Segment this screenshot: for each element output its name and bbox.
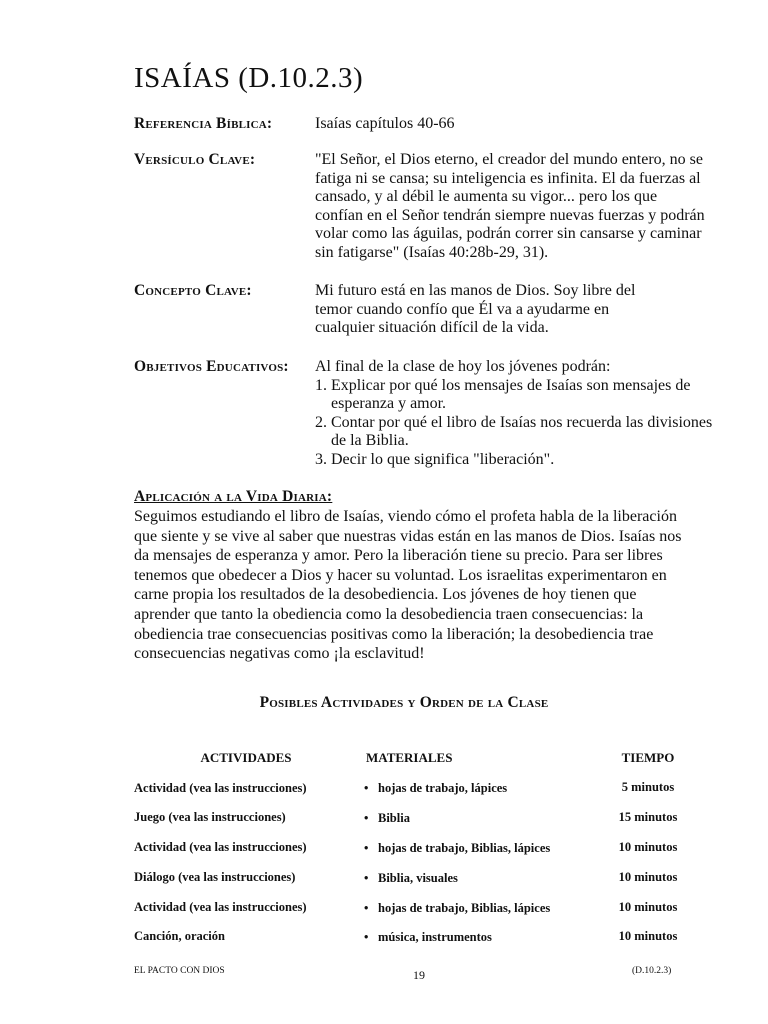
cell-actividad: Canción, oración	[134, 929, 225, 943]
cell-materiales: • hojas de trabajo, Biblias, lápices	[364, 841, 551, 855]
bullet-icon: •	[364, 871, 369, 885]
bullet-icon: •	[364, 930, 369, 944]
activities-title: Posibles Actividades y Orden de la Clase	[259, 694, 549, 711]
field-value	[315, 358, 715, 470]
column-header-actividades: ACTIVIDADES	[200, 750, 292, 765]
bullet-icon: •	[364, 811, 369, 825]
footer-right: (D.10.2.3)	[632, 966, 672, 976]
cell-tiempo: 5 minutos	[621, 780, 675, 794]
cell-materiales: • hojas de trabajo, Biblias, lápices	[364, 901, 551, 915]
field-value: Isaías capítulos 40-66	[315, 115, 455, 132]
cell-tiempo: 10 minutos	[618, 929, 678, 943]
bullet-icon: •	[364, 901, 369, 915]
cell-actividad: Actividad (vea las instrucciones)	[134, 840, 307, 854]
cell-materiales: • hojas de trabajo, lápices	[364, 781, 508, 795]
cell-tiempo: 15 minutos	[618, 810, 678, 824]
footer-left: EL PACTO CON DIOS	[134, 966, 225, 976]
column-header-tiempo: TIEMPO	[621, 750, 675, 765]
cell-materiales: • Biblia	[364, 811, 410, 825]
cell-actividad: Actividad (vea las instrucciones)	[134, 781, 307, 795]
cell-tiempo: 10 minutos	[618, 870, 678, 884]
list-item: 1. Explicar por qué los mensajes de Isaías son mensajes de esperanza y amor.	[315, 376, 691, 413]
aplicacion-heading: Aplicación a la Vida Diaria:	[134, 488, 333, 505]
aplicacion-body: Seguimos estudiando el libro de Isaías, viendo cómo el profeta habla de la liberación que siente y se vive al saber que nuestras vidas están en las manos de Dios. Isaías nos da mensajes de esperanza y amor. Pero la liberación tiene su precio. Para ser libres tenemos que obedecer a Dios y hacer su voluntad. Los israelitas experimentaron en carne propia los resultados de la desobediencia. Los jóvenes de hoy tienen que aprender que tanto la obediencia como la desobediencia traen consecuencias: la obediencia trae consecuencias positivas como la liberación; la desobediencia trae consecuencias negativas como ¡la esclavitud!	[134, 508, 682, 663]
list-item: 3. Decir lo que significa "liberación".	[315, 450, 555, 468]
bullet-icon: •	[364, 781, 369, 795]
page-number: 19	[413, 968, 425, 982]
field-label: Referencia Bíblica:	[134, 115, 273, 132]
objectives-intro: Al final de la clase de hoy los jóvenes podrán:	[315, 358, 611, 375]
cell-materiales: • Biblia, visuales	[364, 871, 458, 885]
lesson-title: ISAÍAS (D.10.2.3)	[134, 62, 364, 94]
column-header-materiales: MATERIALES	[366, 750, 453, 765]
bullet-icon: •	[364, 841, 369, 855]
field-label: Concepto Clave:	[134, 282, 252, 299]
cell-actividad: Actividad (vea las instrucciones)	[134, 900, 307, 914]
field-value: Mi futuro está en las manos de Dios. Soy libre del temor cuando confío que Él va a ayudarme en cualquier situación difícil de la vida.	[315, 282, 636, 337]
field-label: Versículo Clave:	[134, 151, 256, 168]
cell-tiempo: 10 minutos	[618, 900, 678, 914]
cell-actividad: Juego (vea las instrucciones)	[134, 810, 286, 824]
objectives-list	[315, 377, 715, 470]
cell-materiales: • música, instrumentos	[364, 930, 492, 944]
cell-actividad: Diálogo (vea las instrucciones)	[134, 870, 296, 884]
field-label: Objetivos Educativos:	[134, 358, 289, 375]
field-value: "El Señor, el Dios eterno, el creador del mundo entero, no se fatiga ni se cansa; su inteligencia es infinita. El da fuerzas al cansado, y al débil le aumenta su vigor... pero los que confían en el Señor tendrán siempre nuevas fuerzas y podrán volar como las águilas, podrán correr sin cansarse y caminar sin fatigarse" (Isaías 40:28b-29, 31).	[315, 151, 705, 261]
cell-tiempo: 10 minutos	[618, 840, 678, 854]
list-item: 2. Contar por qué el libro de Isaías nos recuerda las divisiones de la Biblia.	[315, 413, 713, 450]
